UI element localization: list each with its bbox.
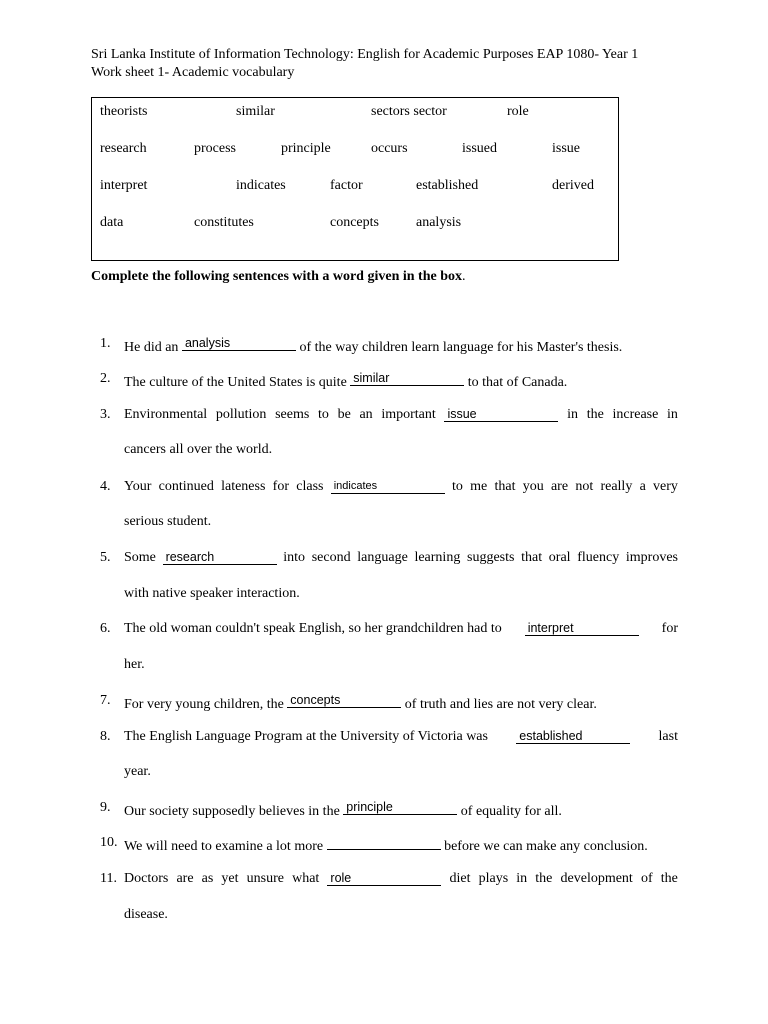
question-word: of: [640, 871, 653, 886]
question-word: Environmental: [124, 407, 208, 422]
question-word: very: [653, 479, 678, 494]
question-word: class: [296, 479, 324, 494]
question-word: learning: [414, 550, 461, 565]
question-text-before: He did an: [124, 340, 179, 355]
word-box: [91, 97, 619, 261]
question-word: an: [359, 407, 373, 422]
question-word: improves: [625, 550, 678, 565]
question-text-after: before we can make any conclusion.: [444, 839, 648, 854]
question-word: that: [494, 479, 516, 494]
question-word: you: [522, 479, 544, 494]
box-word: established: [416, 178, 479, 193]
header-line-2: Work sheet 1- Academic vocabulary: [91, 65, 295, 80]
question-word: the: [586, 407, 604, 422]
document-header: [91, 46, 638, 82]
question-word: as: [201, 871, 214, 886]
question-word: to: [318, 407, 329, 422]
question-word: Doctors: [124, 871, 169, 886]
question-number: 9.: [100, 800, 111, 815]
question-line: [124, 479, 678, 495]
box-word: role: [507, 104, 529, 119]
question-word: for: [272, 479, 289, 494]
box-word: data: [100, 215, 124, 230]
question-text-before: We will need to examine a lot more: [124, 839, 324, 854]
question-word: really: [600, 479, 633, 494]
question-word: development: [560, 871, 633, 886]
question-text-after: for: [661, 621, 678, 636]
box-word: factor: [330, 178, 363, 193]
question-word: not: [575, 479, 594, 494]
answer-blank[interactable]: [163, 550, 277, 565]
question-text-before: The old woman couldn't speak English, so her grandchildren had to: [124, 621, 502, 636]
box-word: theorists: [100, 104, 148, 119]
answer-blank[interactable]: [444, 407, 558, 422]
question-word: continued: [158, 479, 214, 494]
box-word: sectors sector: [371, 104, 447, 119]
question-word: that: [521, 550, 543, 565]
answer-text: role: [330, 871, 352, 885]
question-word: to: [451, 479, 463, 494]
question-word: are: [176, 871, 194, 886]
answer-text: research: [165, 550, 215, 564]
question-line: [124, 693, 678, 713]
question-word: yet: [221, 871, 239, 886]
question-text-after: to that of Canada.: [467, 375, 568, 390]
question-text-before: Our society supposedly believes in the: [124, 804, 340, 819]
answer-text: concepts: [290, 693, 341, 707]
question-word: a: [639, 479, 646, 494]
instruction-period: .: [462, 269, 466, 284]
answer-blank[interactable]: [182, 336, 296, 351]
question-word: language: [357, 550, 408, 565]
box-word: interpret: [100, 178, 148, 193]
box-word: derived: [552, 178, 594, 193]
box-word: issued: [462, 141, 497, 156]
question-number: 6.: [100, 621, 111, 636]
question-continuation: cancers all over the world.: [124, 442, 273, 457]
header-line-1: Sri Lanka Institute of Information Technology: English for Academic Purposes EAP 1080- Year 1: [91, 47, 639, 62]
box-word: concepts: [330, 215, 379, 230]
question-word: suggests: [467, 550, 515, 565]
instruction-text: [91, 269, 466, 285]
question-line: [124, 407, 678, 423]
question-line: [124, 550, 678, 566]
question-word: pollution: [215, 407, 267, 422]
answer-blank[interactable]: [331, 479, 445, 494]
question-word: unsure: [246, 871, 284, 886]
answer-text: indicates: [333, 480, 378, 492]
question-word: important: [381, 407, 436, 422]
question-line: [124, 835, 678, 855]
question-word: into: [283, 550, 306, 565]
question-text-after: of the way children learn language for his Master's thesis.: [299, 340, 623, 355]
question-text-before: For very young children, the: [124, 697, 284, 712]
question-number: 11.: [100, 871, 117, 886]
question-number: 10.: [100, 835, 118, 850]
question-word: in: [567, 407, 579, 422]
question-word: increase: [612, 407, 659, 422]
question-text-before: The culture of the United States is quite: [124, 375, 347, 390]
question-word: plays: [478, 871, 509, 886]
answer-blank[interactable]: [516, 729, 630, 744]
question-word: what: [292, 871, 320, 886]
box-word: analysis: [416, 215, 462, 230]
question-continuation: year.: [124, 764, 151, 779]
question-continuation: her.: [124, 657, 145, 672]
answer-blank[interactable]: [525, 621, 639, 636]
question-word: in: [516, 871, 528, 886]
question-word: second: [311, 550, 351, 565]
question-line: [124, 621, 678, 637]
answer-text: issue: [447, 407, 477, 421]
question-number: 8.: [100, 729, 111, 744]
question-number: 5.: [100, 550, 111, 565]
question-word: oral: [548, 550, 571, 565]
question-continuation: serious student.: [124, 514, 212, 529]
question-word: lateness: [221, 479, 266, 494]
question-word: diet: [449, 871, 471, 886]
question-number: 7.: [100, 693, 111, 708]
question-word: the: [660, 871, 678, 886]
question-word: are: [550, 479, 569, 494]
box-word: indicates: [236, 178, 286, 193]
box-word: process: [194, 141, 236, 156]
answer-blank[interactable]: [343, 800, 457, 815]
question-word: Your: [124, 479, 152, 494]
question-text-after: of truth and lies are not very clear.: [404, 697, 597, 712]
box-word: occurs: [371, 141, 408, 156]
question-word: in: [667, 407, 678, 422]
question-continuation: with native speaker interaction.: [124, 586, 300, 601]
box-word: similar: [236, 104, 275, 119]
instruction-main: Complete the following sentences with a word given in the box: [91, 269, 462, 284]
question-word: Some: [124, 550, 156, 565]
question-word: the: [535, 871, 553, 886]
question-text-after: last: [658, 729, 678, 744]
answer-blank[interactable]: [350, 371, 464, 386]
question-line: [124, 871, 678, 887]
answer-text: principle: [346, 800, 393, 814]
answer-blank[interactable]: [287, 693, 401, 708]
question-word: fluency: [577, 550, 620, 565]
answer-text: interpret: [527, 621, 574, 635]
question-number: 4.: [100, 479, 111, 494]
question-text-after: of equality for all.: [460, 804, 562, 819]
question-word: seems: [275, 407, 310, 422]
question-text-before: The English Language Program at the University of Victoria was: [124, 729, 488, 744]
question-line: [124, 800, 678, 820]
question-line: [124, 371, 678, 391]
box-word: issue: [552, 141, 580, 156]
question-line: [124, 729, 678, 745]
answer-text: analysis: [184, 336, 231, 350]
box-word: research: [100, 141, 147, 156]
question-number: 3.: [100, 407, 111, 422]
question-number: 1.: [100, 336, 111, 351]
box-word: constitutes: [194, 215, 254, 230]
answer-blank[interactable]: [327, 835, 441, 850]
question-number: 2.: [100, 371, 111, 386]
answer-text: established: [519, 729, 583, 743]
question-word: be: [337, 407, 351, 422]
question-continuation: disease.: [124, 907, 168, 922]
answer-text: similar: [353, 371, 390, 385]
box-word: principle: [281, 141, 331, 156]
answer-blank[interactable]: [327, 871, 441, 886]
question-line: [124, 336, 678, 356]
question-word: me: [470, 479, 488, 494]
